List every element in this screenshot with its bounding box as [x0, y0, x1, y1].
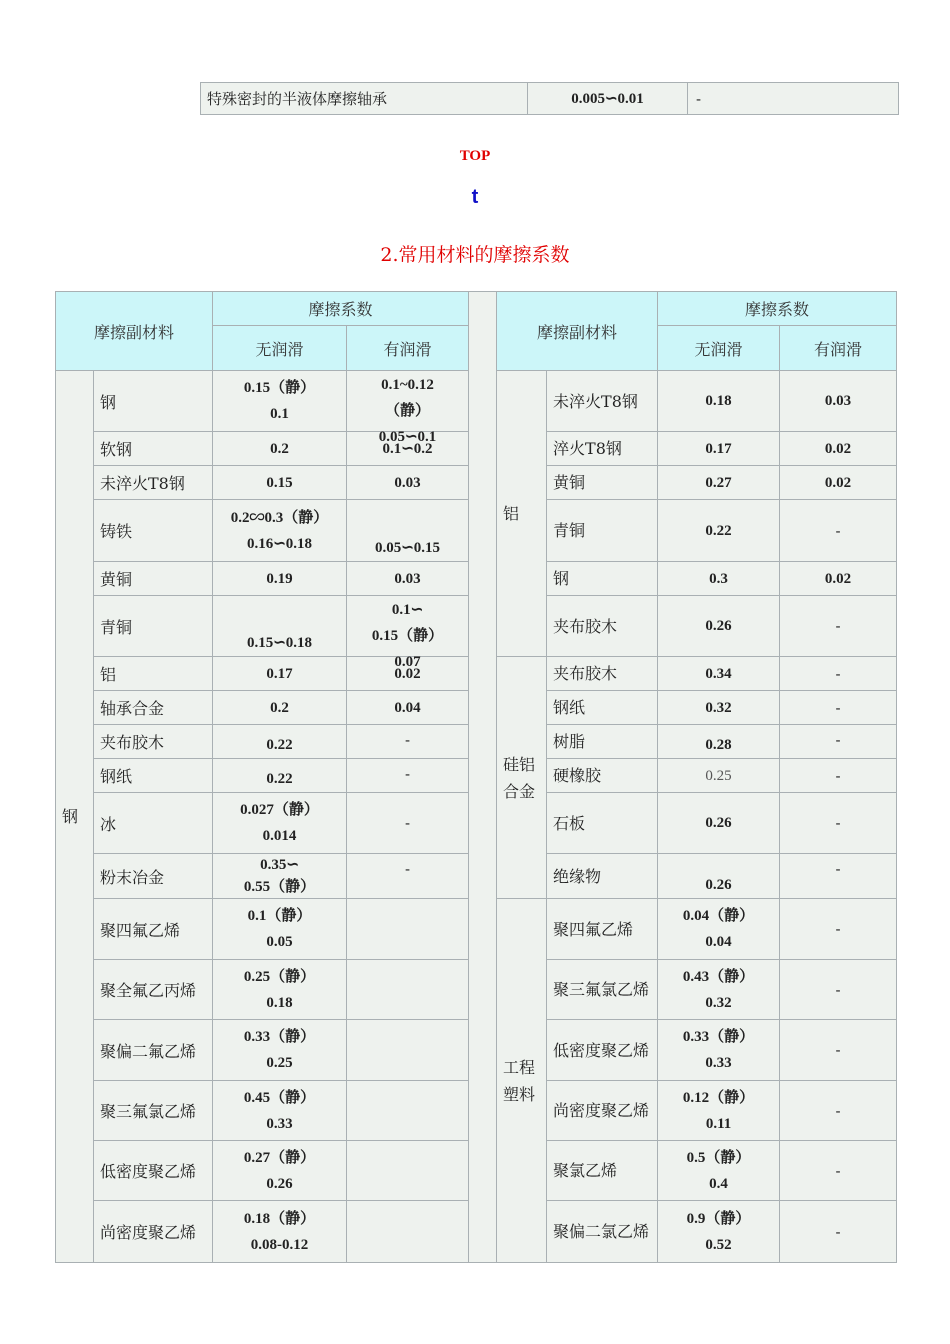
material-cell: 聚全氟乙丙烯 — [94, 960, 213, 1020]
value-line: - — [835, 731, 841, 749]
value-line: 0.32 — [705, 699, 732, 716]
lub-coef-cell — [780, 759, 897, 793]
header-lub: 有润滑 — [780, 326, 897, 371]
value-line: 0.2 — [270, 699, 289, 716]
lub-coef-cell — [780, 562, 897, 596]
value-line: 0.1 — [270, 406, 289, 422]
value-line: - — [835, 1101, 841, 1120]
material-cell: 石板 — [547, 793, 658, 854]
value-line: 0.26 — [705, 815, 732, 831]
value-line: 0.28 — [705, 737, 732, 753]
lub-coef-cell — [780, 1141, 897, 1201]
dry-coef-cell — [658, 432, 780, 466]
header-dry: 无润滑 — [658, 326, 780, 371]
lub-coef-cell — [347, 1141, 469, 1201]
value-line: 0.22 — [266, 737, 293, 753]
value-line: - — [835, 980, 841, 999]
lub-coef-cell — [780, 371, 897, 432]
lub-coef-cell — [347, 854, 469, 899]
value-line: 0.04 — [394, 699, 421, 716]
dry-coef-cell — [658, 960, 780, 1020]
lub-coef-cell — [780, 793, 897, 854]
header-coef: 摩擦系数 — [213, 292, 469, 326]
value-line: 0.4 — [709, 1175, 728, 1192]
value-line: 0.05∽0.1 — [378, 429, 437, 445]
lub-coef-cell — [780, 500, 897, 562]
lub-coef-cell — [780, 1020, 897, 1081]
material-cell: 钢纸 — [94, 759, 213, 793]
dry-coef-cell — [658, 854, 780, 899]
material-cell: 夹布胶木 — [547, 596, 658, 657]
value-line: 0.25（静） — [243, 968, 316, 985]
table-row — [201, 83, 899, 115]
material-cell: 夹布胶木 — [94, 725, 213, 759]
value-line: 0.03 — [824, 393, 852, 409]
material-cell: 冰 — [94, 793, 213, 854]
value-line: 0.22 — [266, 771, 293, 787]
material-cell: 聚偏二氯乙烯 — [547, 1201, 658, 1263]
friction-table — [55, 291, 897, 1263]
lub-coef-cell — [347, 596, 469, 670]
material-cell: 尚密度聚乙烯 — [547, 1081, 658, 1141]
lub-coef-cell — [347, 1081, 469, 1141]
header-row — [56, 292, 897, 326]
value-line: - — [404, 860, 411, 878]
value-line: 0.027（静） — [240, 802, 319, 818]
dry-coef-cell — [213, 960, 347, 1020]
value-line: 0.18（静） — [243, 1210, 316, 1227]
material-cell: 低密度聚乙烯 — [94, 1141, 213, 1201]
value-line: 0.1（静） — [247, 908, 312, 924]
dry-coef-cell — [658, 1081, 780, 1141]
dry-coef-cell — [213, 1201, 347, 1263]
value-line: 0.2∽0.3（静） — [230, 509, 329, 526]
material-cell: 聚四氟乙烯 — [547, 899, 658, 960]
lub-coef-cell — [347, 1020, 469, 1081]
value-line: 0.07 — [394, 654, 421, 670]
value-line: 0.02 — [824, 440, 852, 457]
dry-coef-cell — [658, 562, 780, 596]
up-arrow-link[interactable]: t — [471, 186, 479, 208]
value-line: 0.27（静） — [243, 1149, 316, 1166]
value-line: 0.04（静） — [682, 908, 755, 924]
material-cell: 聚偏二氟乙烯 — [94, 1020, 213, 1081]
dry-coef-cell — [658, 371, 780, 432]
lub-coef-cell — [780, 725, 897, 759]
value-line: 0.26 — [705, 877, 732, 893]
value-line: （静） — [385, 403, 431, 419]
material-cell: 树脂 — [547, 725, 658, 759]
value-line: 0.15（静） — [371, 628, 444, 644]
value-line: 0.18 — [705, 393, 732, 409]
value-line: 0.014 — [262, 828, 297, 844]
value-line: - — [835, 664, 841, 683]
material-cell: 尚密度聚乙烯 — [94, 1201, 213, 1263]
dry-coef-cell — [213, 562, 347, 596]
value-line: 0.45（静） — [243, 1089, 316, 1106]
value-line: 0.08-0.12 — [250, 1236, 309, 1253]
dry-coef-cell — [213, 1081, 347, 1141]
value-line: 0.02 — [394, 665, 421, 682]
value-line: - — [404, 814, 411, 832]
material-cell: 软钢 — [94, 432, 213, 466]
dry-coef-cell — [658, 596, 780, 657]
value-line: 0.3 — [709, 570, 728, 587]
value-line: - — [835, 1041, 841, 1059]
material-cell: 聚三氟氯乙烯 — [547, 960, 658, 1020]
value-line: 0.15∽0.18 — [246, 635, 313, 651]
value-line: 0.33 — [705, 1055, 732, 1071]
lub-coef-cell — [780, 1201, 897, 1263]
value-line: 0.17 — [705, 440, 732, 457]
lub-coef-cell — [347, 500, 469, 562]
group-cell: 硅铝合金 — [497, 657, 547, 899]
group-steel: 钢 — [56, 371, 94, 1263]
lub-coef-cell — [780, 1081, 897, 1141]
material-cell: 黄铜 — [94, 562, 213, 596]
material-cell: 钢 — [94, 371, 213, 432]
dry-coef-cell — [658, 793, 780, 854]
value-line: 0.22 — [705, 522, 732, 539]
value-line: 0.2 — [270, 440, 289, 457]
lub-coef-cell — [347, 432, 469, 466]
value-line: 0.26 — [705, 618, 732, 634]
value-line: 0.33（静） — [243, 1029, 316, 1045]
value-line: 0.18 — [266, 994, 293, 1011]
dry-coef-cell — [213, 371, 347, 432]
material-cell: 未淬火T8钢 — [547, 371, 658, 432]
material-cell: 聚三氟氯乙烯 — [94, 1081, 213, 1141]
dry-coef-cell — [658, 759, 780, 793]
value-line: - — [835, 1161, 841, 1180]
value-line: 0.34 — [705, 665, 732, 682]
value-line: - — [835, 617, 841, 635]
dry-coef-cell — [658, 500, 780, 562]
lub-coef-cell — [780, 657, 897, 691]
value-line: 0.26 — [266, 1175, 293, 1192]
dry-coef-cell — [658, 657, 780, 691]
lub-coef-cell — [780, 960, 897, 1020]
bearing-table — [200, 82, 899, 115]
material-cell: 聚氯乙烯 — [547, 1141, 658, 1201]
header-dry: 无润滑 — [213, 326, 347, 371]
dry-coef-cell — [213, 854, 347, 899]
value-line: - — [835, 920, 841, 938]
value-line: 0.16∽0.18 — [246, 535, 313, 552]
bearing-label: 特殊密封的半液体摩擦轴承 — [201, 83, 528, 115]
dry-coef-cell — [213, 596, 347, 657]
material-cell: 聚四氟乙烯 — [94, 899, 213, 960]
dry-coef-cell — [658, 1201, 780, 1263]
dry-coef-cell — [658, 899, 780, 960]
value-line: 0.27 — [705, 474, 732, 491]
value-line: 0.03 — [394, 570, 421, 587]
value-line: - — [835, 860, 841, 878]
dry-coef-cell — [213, 899, 347, 960]
dry-coef-cell — [213, 1020, 347, 1081]
dry-coef-cell — [658, 1020, 780, 1081]
material-cell: 硬橡胶 — [547, 759, 658, 793]
material-cell: 淬火T8钢 — [547, 432, 658, 466]
dry-coef-cell — [658, 1141, 780, 1201]
lub-coef-cell — [780, 432, 897, 466]
value-line: 0.25 — [705, 767, 732, 784]
dry-coef-cell — [213, 500, 347, 562]
lub-coef-cell — [780, 596, 897, 657]
lub-coef-cell — [780, 466, 897, 500]
dry-coef-cell — [658, 725, 780, 759]
header-coef: 摩擦系数 — [658, 292, 897, 326]
value-line: 0.43（静） — [682, 968, 755, 985]
value-line: 0.15（静） — [243, 380, 316, 396]
value-line: - — [835, 1222, 841, 1241]
value-line: 0.1∽0.2 — [382, 440, 433, 457]
lub-coef-cell — [347, 657, 469, 691]
material-cell: 绝缘物 — [547, 854, 658, 899]
value-line: 0.9（静） — [686, 1210, 751, 1227]
lub-coef-cell — [780, 899, 897, 960]
group-cell: 铝 — [497, 371, 547, 657]
dry-coef-cell — [213, 691, 347, 725]
value-line: - — [404, 731, 411, 749]
value-line: 0.11 — [705, 1115, 732, 1132]
lub-coef-cell — [347, 562, 469, 596]
value-line: 0.05∽0.15 — [374, 540, 441, 556]
group-cell: 工程塑料 — [497, 899, 547, 1263]
value-line: - — [835, 814, 841, 832]
value-line: 0.02 — [824, 570, 852, 587]
value-line: - — [835, 521, 841, 540]
lub-coef-cell — [347, 960, 469, 1020]
value-line: 0.33 — [266, 1115, 293, 1132]
value-line: 0.12（静） — [682, 1089, 755, 1106]
value-line: 0.02 — [824, 474, 852, 491]
material-cell: 黄铜 — [547, 466, 658, 500]
dry-coef-cell — [213, 657, 347, 691]
material-cell: 钢纸 — [547, 691, 658, 725]
header-lub: 有润滑 — [347, 326, 469, 371]
dry-coef-cell — [658, 466, 780, 500]
divider-column — [469, 292, 497, 1263]
value-line: 0.1∽ — [391, 602, 424, 618]
value-line: 0.05 — [266, 934, 293, 950]
lub-coef-cell — [347, 793, 469, 854]
value-line: 0.04 — [705, 934, 732, 950]
dry-coef-cell — [213, 725, 347, 759]
value-line: 0.52 — [705, 1236, 732, 1253]
value-line: 0.1~0.12 — [381, 377, 434, 393]
lub-coef-cell — [347, 371, 469, 445]
dry-coef-cell — [213, 759, 347, 793]
material-cell: 粉末冶金 — [94, 854, 213, 899]
material-cell: 青铜 — [547, 500, 658, 562]
value-wrap — [347, 597, 468, 670]
lub-coef-cell — [347, 759, 469, 793]
material-cell: 钢 — [547, 562, 658, 596]
material-cell: 夹布胶木 — [547, 657, 658, 691]
dry-coef-cell — [213, 466, 347, 500]
value-line: 0.15 — [266, 474, 293, 491]
lub-coef-cell — [347, 466, 469, 500]
value-line: 0.03 — [394, 474, 421, 491]
section-title: 2.常用材料的摩擦系数 — [380, 244, 570, 266]
value-line: 0.32 — [705, 994, 732, 1011]
material-cell: 低密度聚乙烯 — [547, 1020, 658, 1081]
lub-coef-cell — [347, 899, 469, 960]
lub-coef-cell — [780, 691, 897, 725]
value-wrap — [347, 372, 468, 445]
value-line: - — [404, 765, 411, 783]
value-line: - — [835, 766, 841, 785]
value-line: 0.17 — [266, 665, 293, 682]
dry-coef-cell — [213, 1141, 347, 1201]
material-cell: 轴承合金 — [94, 691, 213, 725]
value-line: 0.19 — [266, 570, 293, 587]
value-line: 0.33（静） — [682, 1029, 755, 1045]
value-line: - — [835, 698, 841, 717]
material-cell: 青铜 — [94, 596, 213, 657]
header-material: 摩擦副材料 — [56, 292, 213, 371]
value-line: 0.55（静） — [243, 879, 316, 895]
dry-coef-cell — [658, 691, 780, 725]
value-line: 0.5（静） — [686, 1149, 751, 1166]
material-cell: 未淬火T8钢 — [94, 466, 213, 500]
material-cell: 铝 — [94, 657, 213, 691]
lub-coef-cell — [347, 1201, 469, 1263]
top-link[interactable]: TOP — [459, 148, 491, 164]
dry-coef-cell — [213, 432, 347, 466]
lub-coef-cell — [347, 691, 469, 725]
value-line: 0.25 — [266, 1055, 293, 1071]
lub-coef-cell — [347, 725, 469, 759]
header-material: 摩擦副材料 — [497, 292, 658, 371]
material-cell: 铸铁 — [94, 500, 213, 562]
bearing-value: 0.005∽0.01 — [528, 83, 688, 115]
value-line: 0.35∽ — [260, 857, 299, 873]
bearing-lubricated: - — [688, 83, 899, 115]
dry-coef-cell — [213, 793, 347, 854]
lub-coef-cell — [780, 854, 897, 899]
